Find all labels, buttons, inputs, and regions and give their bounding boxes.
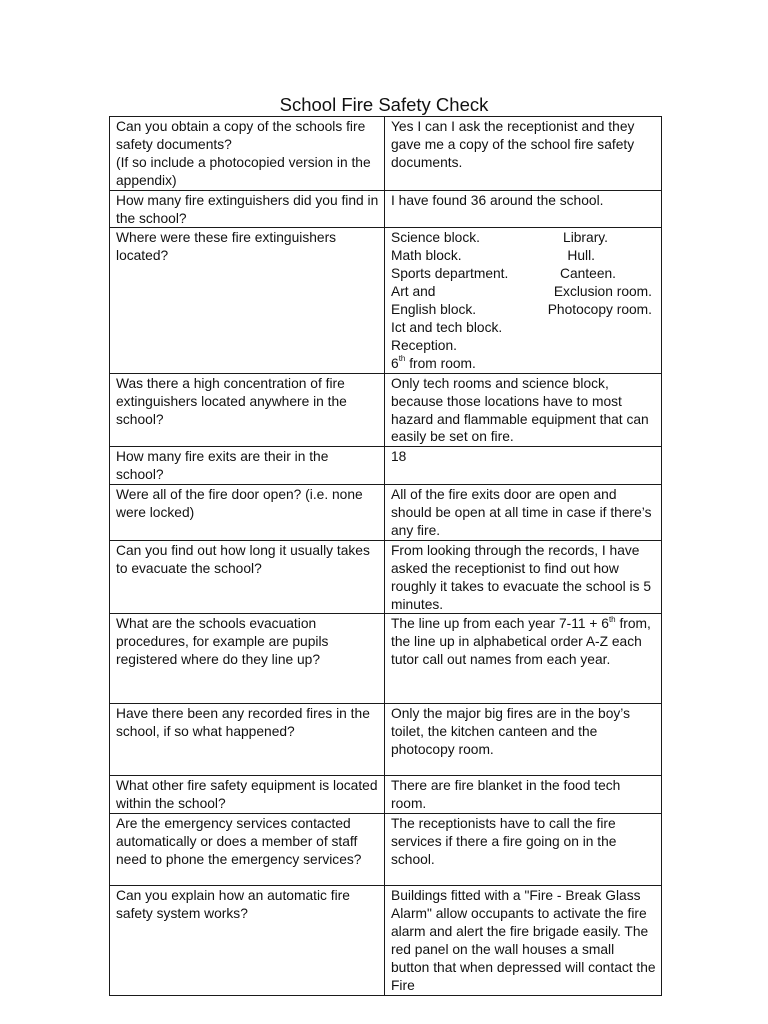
table-row xyxy=(110,117,662,191)
table-row xyxy=(110,228,662,373)
answer-text: 18 xyxy=(391,449,407,465)
location-item: Ict and tech block. xyxy=(391,319,503,335)
location-pair xyxy=(391,247,656,265)
question-text: What other fire safety equipment is located within the school? xyxy=(116,778,378,812)
table-row xyxy=(110,540,662,614)
answer-text: Only the major big fires are in the boy’s toilet, the kitchen canteen and the photocopy room. xyxy=(391,706,631,758)
location-item: Canteen. xyxy=(560,266,616,282)
location-item: 6th from room. xyxy=(391,354,476,371)
location-pair xyxy=(391,229,656,247)
answer-text: The line up from each year 7-11 + 6th from, the line up in alphabetical order A-Z each tutor call out names from each year. xyxy=(391,614,651,668)
answer-cell xyxy=(385,776,662,814)
answer-cell xyxy=(385,117,662,191)
question-cell xyxy=(110,228,385,373)
answer-text: The receptionists have to call the fire services if there a fire going on in the school. xyxy=(391,816,617,868)
question-text: Can you obtain a copy of the schools fire safety documents? (If so include a photocopied version in the appendix) xyxy=(116,119,371,188)
location-item: Math block. xyxy=(391,248,462,264)
table-row xyxy=(110,614,662,704)
location-item: Library. xyxy=(563,230,608,246)
table-row xyxy=(110,447,662,485)
fire-safety-table xyxy=(109,116,662,996)
location-item: Art and xyxy=(391,284,436,300)
location-pair xyxy=(391,265,656,283)
answer-text: I have found 36 around the school. xyxy=(391,192,604,208)
answer-text: Only tech rooms and science block, because those locations have to most hazard and flammable equipment that can easily be set on fire. xyxy=(391,375,649,445)
table-row xyxy=(110,886,662,995)
question-cell xyxy=(110,886,385,995)
table-row xyxy=(110,485,662,541)
answer-text: There are fire blanket in the food tech room. xyxy=(391,778,621,812)
question-cell xyxy=(110,776,385,814)
location-item: Science block. xyxy=(391,230,480,246)
answer-text: Buildings fitted with a "Fire - Break Glass Alarm" allow occupants to activate the fire alarm and alert the fire brigade easily. The red panel on the wall houses a small button that when depressed will contact the Fire xyxy=(391,888,656,993)
question-cell xyxy=(110,190,385,228)
answer-cell xyxy=(385,704,662,776)
question-cell xyxy=(110,540,385,614)
answer-cell xyxy=(385,228,662,373)
location-item: Sports department. xyxy=(391,266,509,282)
answer-cell xyxy=(385,814,662,886)
question-text: What are the schools evacuation procedures, for example are pupils registered where do they line up? xyxy=(116,616,329,668)
question-text: Can you explain how an automatic fire safety system works? xyxy=(116,888,350,922)
question-cell xyxy=(110,614,385,704)
answer-cell xyxy=(385,485,662,541)
answer-text: From looking through the records, I have asked the receptionist to find out how roughly it takes to evacuate the school is 5 minutes. xyxy=(391,542,651,612)
question-cell xyxy=(110,373,385,447)
location-item: Hull. xyxy=(567,248,595,264)
location-pair xyxy=(391,301,656,319)
table-row xyxy=(110,704,662,776)
location-item: Photocopy room. xyxy=(547,302,652,318)
question-cell xyxy=(110,117,385,191)
answer-cell xyxy=(385,886,662,995)
table-row xyxy=(110,776,662,814)
question-text: Were all of the fire door open? (i.e. none were locked) xyxy=(116,487,363,521)
location-pair xyxy=(391,283,656,301)
question-text: Are the emergency services contacted automatically or does a member of staff need to phone the emergency services? xyxy=(116,816,362,868)
answer-text: All of the fire exits door are open and should be open at all time in case if there’s any fire. xyxy=(391,487,652,538)
location-item: Reception. xyxy=(391,337,457,353)
question-cell xyxy=(110,485,385,541)
answer-cell xyxy=(385,373,662,447)
question-text: How many fire extinguishers did you find in the school? xyxy=(116,192,379,226)
table-row xyxy=(110,190,662,228)
question-text: Where were these fire extinguishers located? xyxy=(116,230,337,264)
question-text: Was there a high concentration of fire extinguishers located anywhere in the school? xyxy=(116,375,347,427)
answer-cell xyxy=(385,190,662,228)
answer-text: Yes I can I ask the receptionist and they gave me a copy of the school fire safety documents. xyxy=(391,119,635,170)
page-title: School Fire Safety Check xyxy=(279,94,489,115)
question-text: Have there been any recorded fires in the school, if so what happened? xyxy=(116,706,370,740)
question-cell xyxy=(110,704,385,776)
table-row xyxy=(110,814,662,886)
question-text: Can you find out how long it usually takes to evacuate the school? xyxy=(116,542,370,576)
question-text: How many fire exits are their in the school? xyxy=(116,449,329,483)
answer-cell xyxy=(385,447,662,485)
answer-cell xyxy=(385,540,662,614)
answer-cell xyxy=(385,614,662,704)
table-row xyxy=(110,373,662,447)
location-item: English block. xyxy=(391,302,477,318)
question-cell xyxy=(110,447,385,485)
question-cell xyxy=(110,814,385,886)
location-item: Exclusion room. xyxy=(553,284,652,300)
